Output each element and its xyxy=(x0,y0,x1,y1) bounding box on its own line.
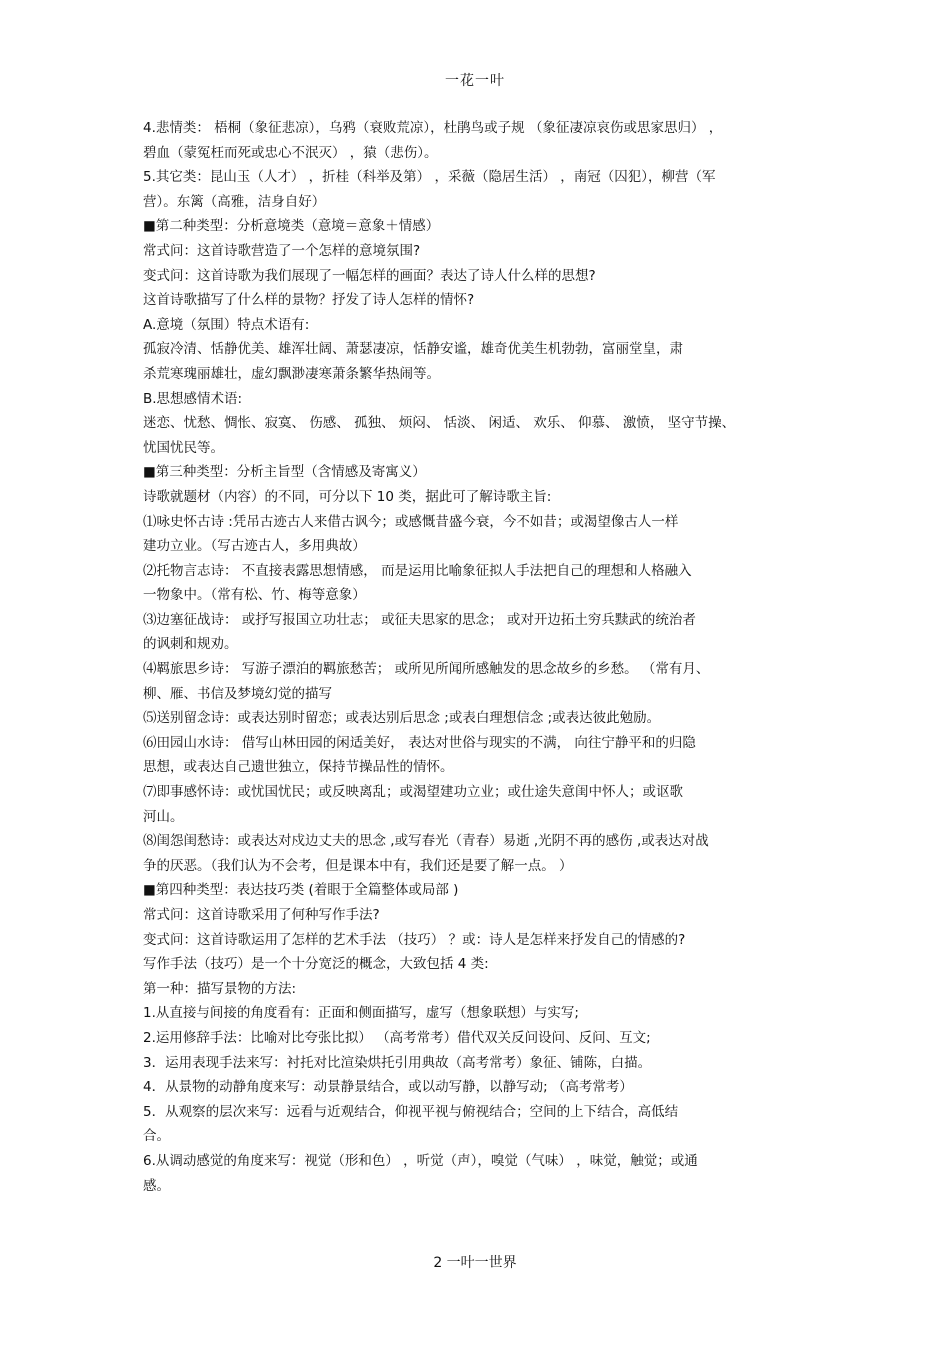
text-line: 一物象中。（常有松、竹、梅等意象） xyxy=(143,587,366,604)
text-line: 第一种：描写景物的方法: xyxy=(143,980,297,997)
text-line: ⑵托物言志诗： 不直接表露思想情感， 而是运用比喻象征拟人手法把自己的理想和人格融入 xyxy=(143,562,692,579)
page-header: 一花一叶 xyxy=(445,73,505,89)
text-line: ■第四种类型：表达技巧类 (着眼于全篇整体或局部 ) xyxy=(143,882,459,899)
text-line: 柳、雁、书信及梦境幻觉的描写 xyxy=(143,685,332,702)
text-line: ⑻闺怨闺愁诗：或表达对戍边丈夫的思念 ,或写春光（青春）易逝 ,光阴不再的感伤 ,或表达对战 xyxy=(143,833,709,850)
text-line: 河山。 xyxy=(143,808,184,825)
text-line: 6.从调动感觉的角度来写：视觉（形和色） ，听觉（声），嗅觉（气味） ，味觉，触觉；或通 xyxy=(143,1152,698,1169)
text-line: 2.运用修辞手法：比喻对比夸张比拟） （高考常考）借代双关反问设问、反问、互文; xyxy=(143,1029,651,1046)
text-line: ⑷羁旅思乡诗： 写游子漂泊的羁旅愁苦； 或所见所闻所感触发的思念故乡的乡愁。 （常有月、 xyxy=(143,661,710,678)
document-body xyxy=(143,116,803,1198)
text-line: 孤寂冷清、恬静优美、雄浑壮阔、萧瑟凄凉，恬静安谧，雄奇优美生机勃勃，富丽堂皇，肃 xyxy=(143,341,683,358)
text-line: 写作手法（技巧）是一个十分宽泛的概念，大致包括 4 类: xyxy=(143,956,489,973)
text-line: B.思想感情术语: xyxy=(143,390,243,407)
text-line: 感。 xyxy=(143,1177,170,1194)
text-line: 争的厌恶。（我们认为不会考，但是课本中有，我们还是要了解一点。 ） xyxy=(143,857,573,874)
text-line: ⑹田园山水诗： 借写山林田园的闲适美好， 表达对世俗与现实的不满， 向往宁静平和的归隐 xyxy=(143,734,696,751)
text-line: 3．运用表现手法来写：衬托对比渲染烘托引用典故（高考常考）象征、铺陈，白描。 xyxy=(143,1054,652,1071)
text-line: 4．从景物的动静角度来写：动景静景结合，或以动写静，以静写动; （高考常考） xyxy=(143,1079,633,1096)
text-line: A.意境（氛围）特点术语有: xyxy=(143,316,310,333)
text-line: 碧血（蒙冤枉而死或忠心不泯灭） ，猿（悲伤）。 xyxy=(143,144,438,161)
text-line: 诗歌就题材（内容）的不同，可分以下 10 类，据此可了解诗歌主旨: xyxy=(143,488,552,505)
text-line: 杀荒寒瑰丽雄壮，虚幻飘渺凄寒萧条繁华热闹等。 xyxy=(143,365,440,382)
text-line: ⑺即事感怀诗：或忧国忧民；或反映离乱；或渴望建功立业；或仕途失意闺中怀人；或讴歌 xyxy=(143,784,683,801)
text-line: 这首诗歌描写了什么样的景物？抒发了诗人怎样的情怀? xyxy=(143,292,475,309)
text-line: 4.悲情类： 梧桐（象征悲凉），乌鸦（衰败荒凉），杜鹃鸟或子规 （象征凄凉哀伤或思家思归） ， xyxy=(143,120,723,136)
text-line: 忧国忧民等。 xyxy=(143,439,224,456)
text-line: 变式问：这首诗歌运用了怎样的艺术手法 （技巧） ？或：诗人是怎样来抒发自己的情感的? xyxy=(143,931,686,948)
text-line: 的讽刺和规劝。 xyxy=(143,636,238,653)
text-line: 5.其它类：昆山玉（人才） ，折桂（科举及第） ，采薇（隐居生活） ，南冠（囚犯），柳营（军 xyxy=(143,169,716,186)
text-line: 变式问：这首诗歌为我们展现了一幅怎样的画面？表达了诗人什么样的思想? xyxy=(143,267,596,284)
text-line: ⑸送别留念诗：或表达别时留恋；或表达别后思念 ;或表白理想信念 ;或表达彼此勉励。 xyxy=(143,710,661,727)
text-line: 5．从观察的层次来写：远看与近观结合，仰视平视与俯视结合；空间的上下结合，高低结 xyxy=(143,1103,679,1120)
text-line: 常式问：这首诗歌营造了一个怎样的意境氛围? xyxy=(143,242,421,259)
text-line: 建功立业。（写古迹古人，多用典故） xyxy=(143,538,366,555)
page-footer: 2 一叶一世界 xyxy=(433,1255,517,1271)
text-line: ■第二种类型：分析意境类（意境＝意象＋情感） xyxy=(143,218,440,235)
text-line: 迷恋、忧愁、惆怅、寂寞、 伤感、 孤独、 烦闷、 恬淡、 闲适、 欢乐、 仰慕、 激愤， 坚守节操、 xyxy=(143,415,736,432)
text-line: 营）。东篱（高雅，洁身自好） xyxy=(143,193,326,210)
text-line: 常式问：这首诗歌采用了何种写作手法? xyxy=(143,907,380,923)
text-line: ■第三种类型：分析主旨型（含情感及寄寓义） xyxy=(143,464,426,481)
text-line: ⑶边塞征战诗： 或抒写报国立功壮志； 或征夫思家的思念； 或对开边拓土穷兵黩武的统治者 xyxy=(143,611,696,628)
text-line: ⑴咏史怀古诗 :凭吊古迹古人来借古讽今；或感慨昔盛今衰，今不如昔；或渴望像古人一样 xyxy=(143,513,679,530)
text-line: 思想，或表达自己遗世独立，保持节操品性的情怀。 xyxy=(143,759,454,776)
text-line: 1.从直接与间接的角度看有：正面和侧面描写，虚写（想象联想）与实写; xyxy=(143,1005,579,1022)
text-line: 合。 xyxy=(143,1128,170,1145)
